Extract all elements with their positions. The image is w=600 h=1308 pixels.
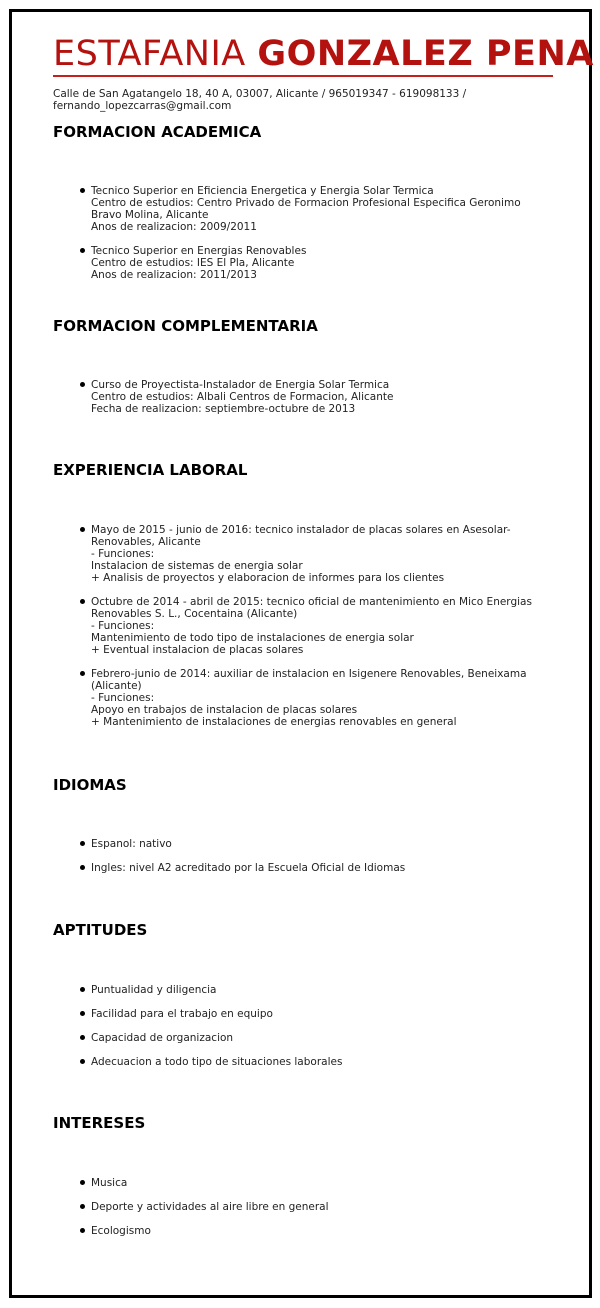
- interests-list: [91, 1177, 553, 1249]
- list-item: [91, 185, 553, 233]
- section-aptitudes: [53, 921, 553, 1068]
- item-detail: + Analisis de proyectos y elaboracion de informes para los clientes: [91, 572, 445, 584]
- section-title: IDIOMAS: [53, 776, 127, 794]
- contact-info: [53, 88, 553, 112]
- item-detail: Apoyo en trabajos de instalacion de placas solares: [91, 704, 358, 716]
- section-title: EXPERIENCIA LABORAL: [53, 461, 248, 479]
- item-detail: - Funciones:: [91, 692, 155, 704]
- item-detail: + Mantenimiento de instalaciones de energias renovables en general: [91, 716, 457, 728]
- item-detail: Fecha de realizacion: septiembre-octubre de 2013: [91, 403, 356, 415]
- item-detail: Centro de estudios: IES El Pla, Alicante: [91, 257, 295, 269]
- item-detail: Bravo Molina, Alicante: [91, 209, 209, 221]
- item-title: Tecnico Superior en Energias Renovables: [91, 245, 307, 257]
- list-item: [91, 668, 553, 728]
- contact-address: Calle de San Agatangelo 18, 40 A, 03007, Alicante / 965019347 - 619098133 /: [53, 88, 467, 100]
- list-item: Musica: [91, 1177, 553, 1189]
- item-title: Mayo de 2015 - junio de 2016: tecnico instalador de placas solares en Asesolar-: [91, 524, 511, 536]
- item-detail: - Funciones:: [91, 548, 155, 560]
- last-name: GONZALEZ PENA: [257, 34, 594, 74]
- list-item: [91, 524, 553, 584]
- section-experiencia-laboral: [53, 461, 553, 728]
- list-item: Ingles: nivel A2 acreditado por la Escuela Oficial de Idiomas: [91, 862, 553, 874]
- skills-list: [91, 984, 553, 1080]
- list-item: Ecologismo: [91, 1225, 553, 1237]
- item-detail: Centro de estudios: Centro Privado de Formacion Profesional Especifica Geronimo: [91, 197, 521, 209]
- item-detail: Anos de realizacion: 2009/2011: [91, 221, 257, 233]
- contact-email: fernando_lopezcarras@gmail.com: [53, 100, 232, 112]
- list-item: [91, 245, 553, 281]
- list-item: Espanol: nativo: [91, 838, 553, 850]
- first-name: ESTAFANIA: [53, 34, 246, 74]
- header-rule: [53, 75, 553, 77]
- full-name: [53, 34, 594, 74]
- list-item: Deporte y actividades al aire libre en general: [91, 1201, 553, 1213]
- list-item: Puntualidad y diligencia: [91, 984, 553, 996]
- course-list: [91, 379, 553, 427]
- section-formacion-academica: [53, 123, 553, 281]
- item-detail: Centro de estudios: Albali Centros de Formacion, Alicante: [91, 391, 394, 403]
- section-title: FORMACION ACADEMICA: [53, 123, 262, 141]
- item-title: Octubre de 2014 - abril de 2015: tecnico oficial de mantenimiento en Mico Energias: [91, 596, 532, 608]
- item-detail: Instalacion de sistemas de energia solar: [91, 560, 303, 572]
- education-list: [91, 185, 553, 293]
- item-detail: + Eventual instalacion de placas solares: [91, 644, 304, 656]
- item-detail: Renovables, Alicante: [91, 536, 201, 548]
- language-list: [91, 838, 553, 886]
- item-detail: (Alicante): [91, 680, 142, 692]
- list-item: Adecuacion a todo tipo de situaciones laborales: [91, 1056, 553, 1068]
- section-title: APTITUDES: [53, 921, 148, 939]
- section-title: FORMACION COMPLEMENTARIA: [53, 317, 318, 335]
- section-title: INTERESES: [53, 1114, 146, 1132]
- item-detail: - Funciones:: [91, 620, 155, 632]
- section-idiomas: [53, 776, 553, 874]
- item-title: Tecnico Superior en Eficiencia Energetica y Energia Solar Termica: [91, 185, 434, 197]
- item-title: Febrero-junio de 2014: auxiliar de instalacion en Isigenere Renovables, Beneixama: [91, 668, 527, 680]
- list-item: Capacidad de organizacion: [91, 1032, 553, 1044]
- list-item: [91, 379, 553, 415]
- item-title: Curso de Proyectista-Instalador de Energia Solar Termica: [91, 379, 390, 391]
- list-item: [91, 596, 553, 656]
- list-item: Facilidad para el trabajo en equipo: [91, 1008, 553, 1020]
- item-detail: Renovables S. L., Cocentaina (Alicante): [91, 608, 298, 620]
- section-formacion-complementaria: [53, 317, 553, 415]
- section-intereses: [53, 1114, 553, 1237]
- item-detail: Mantenimiento de todo tipo de instalaciones de energia solar: [91, 632, 414, 644]
- item-detail: Anos de realizacion: 2011/2013: [91, 269, 257, 281]
- experience-list: [91, 524, 553, 740]
